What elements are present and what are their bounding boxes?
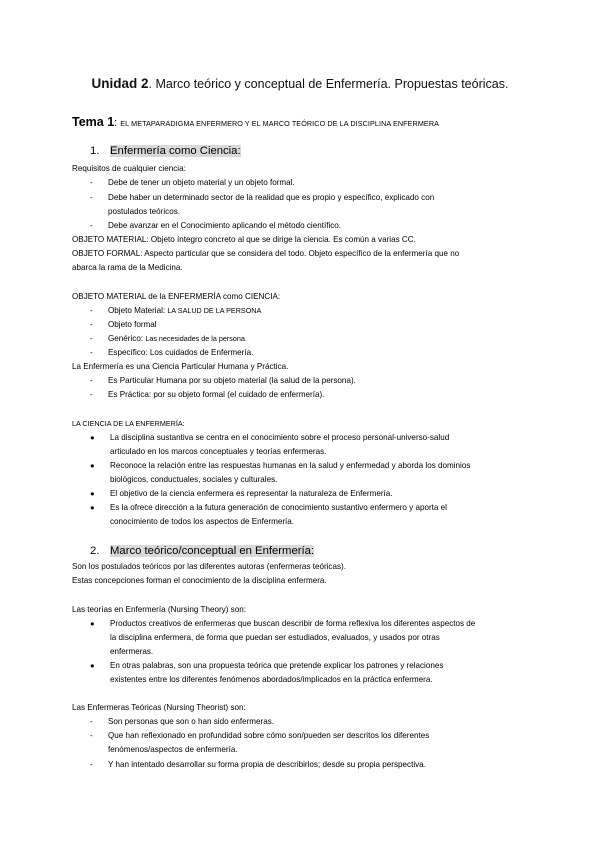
topic-colon: :	[114, 117, 121, 129]
ciencia-enfermeria-label: LA CIENCIA DE LA ENFERMERÍA:	[72, 419, 185, 428]
section-1-heading	[90, 145, 241, 157]
title-unit: Unidad 2	[91, 76, 149, 91]
list-item: Debe de tener un objeto material y un objeto formal.	[108, 178, 295, 187]
item-suffix: LA SALUD DE LA PERSONA	[167, 306, 262, 315]
list-item-continued: existentes entre los diferentes fenómenos abordados/implicados en la práctica enfermera.	[110, 675, 433, 684]
list-item: Que han reflexionado en profundidad sobre cómo son/pueden ser descritos los diferentes	[108, 731, 430, 740]
dash-marker: -	[90, 320, 93, 329]
dash-marker: -	[90, 221, 93, 230]
item-suffix: Los cuidados de Enfermería.	[149, 348, 254, 357]
list-item	[108, 306, 261, 316]
section-2-number: 2.	[90, 545, 100, 557]
list-item-continued: la disciplina enfermera, de forma que puedan ser estudiados, evaluados, y usados por otras	[110, 633, 440, 642]
objeto-enfermeria-label: OBJETO MATERIAL de la ENFERMERÍA como CIENCIA:	[72, 292, 281, 301]
bullet-marker: ●	[90, 503, 95, 512]
section-1-title: Enfermería como Ciencia:	[110, 145, 241, 157]
list-item-continued: enfermeras.	[110, 647, 154, 656]
list-item: Es Práctica: por su objeto formal (el cuidado de enfermería).	[108, 390, 325, 399]
list-item: El objetivo de la ciencia enfermera es representar la naturaleza de Enfermería.	[110, 489, 393, 498]
bullet-marker: ●	[90, 433, 95, 442]
item-prefix: Objeto Material:	[108, 306, 168, 315]
item-prefix: Genérico:	[108, 334, 146, 343]
topic-title: EL METAPARADIGMA ENFERMERO Y EL MARCO TEÓRICO DE LA DISCIPLINA ENFERMERA	[120, 119, 440, 128]
teorias-label: Las teorías en Enfermería (Nursing Theory) son:	[72, 605, 246, 614]
item-prefix: Específico:	[108, 348, 150, 357]
list-item: Productos creativos de enfermeras que buscan describir de forma reflexiva los diferentes aspectos de	[110, 619, 476, 628]
section-2-heading	[90, 545, 314, 557]
dash-marker: -	[90, 390, 93, 399]
list-item: Son personas que son o han sido enfermeras.	[108, 717, 275, 726]
list-item-continued: fenómenos/aspectos de enfermería.	[108, 745, 238, 754]
list-item	[108, 320, 157, 330]
bullet-marker: ●	[90, 619, 95, 628]
list-item-continued: postulados teóricos.	[108, 207, 180, 216]
list-item: Es la ofrece dirección a la futura generación de conocimiento sustantivo enfermero y aporta el	[110, 503, 447, 512]
section-2-title: Marco teórico/conceptual en Enfermería:	[110, 545, 315, 557]
dash-marker: -	[90, 193, 93, 202]
list-item-continued: biológicos, conductuales, sociales y culturales.	[110, 475, 278, 484]
section-2-intro-line: Son los postulados teóricos por las diferentes autoras (enfermeras teóricas).	[72, 562, 346, 571]
bullet-marker: ●	[90, 461, 95, 470]
objeto-formal-definition-continued: abarca la rama de la Medicina.	[72, 263, 183, 272]
dash-marker: -	[90, 334, 93, 343]
objeto-material-definition: OBJETO MATERIAL: Objeto íntegro concreto al que se dirige la ciencia. Es común a varias CC.	[72, 235, 416, 244]
list-item: Debe haber un determinado sector de la realidad que es propio y específico, explicado con	[108, 193, 435, 202]
item-prefix: Objeto formal	[108, 320, 157, 329]
dash-marker: -	[90, 178, 93, 187]
topic-label: Tema 1	[72, 115, 115, 129]
dash-marker: -	[90, 306, 93, 315]
dash-marker: -	[90, 717, 93, 726]
dash-marker: -	[90, 760, 93, 769]
list-item-continued: conocimiento de todos los aspectos de Enfermería.	[110, 517, 295, 526]
bullet-marker: ●	[90, 661, 95, 670]
item-suffix: Las necesidades de la persona.	[145, 334, 247, 343]
topic-heading	[72, 115, 439, 129]
dash-marker: -	[90, 376, 93, 385]
list-item: Es Particular Humana por su objeto material (la salud de la persona).	[108, 376, 356, 385]
list-item: La disciplina sustantiva se centra en el conocimiento sobre el proceso personal-universo-salud	[110, 433, 450, 442]
list-item	[108, 334, 247, 344]
list-item: Y han intentado desarrollar su forma propia de describirlos; desde su propia perspectiva.	[108, 760, 426, 769]
list-item: En otras palabras, son una propuesta teórica que pretende explicar los patrones y relaciones	[110, 661, 444, 670]
list-item: Debe avanzar en el Conocimiento aplicando el método científico.	[108, 221, 342, 230]
dash-marker: -	[90, 731, 93, 740]
section-2-intro-line: Estas concepciones forman el conocimiento de la disciplina enfermera.	[72, 576, 327, 585]
title-rest: . Marco teórico y conceptual de Enfermería. Propuestas teóricas.	[148, 77, 509, 91]
dash-marker: -	[90, 348, 93, 357]
teoricas-label: Las Enfermeras Teóricas (Nursing Theorist) son:	[72, 703, 246, 712]
requisitos-label: Requisitos de cualquier ciencia:	[72, 164, 186, 173]
ciencia-particular-label: La Enfermería es una Ciencia Particular Humana y Práctica.	[72, 362, 289, 371]
list-item: Reconoce la relación entre las respuestas humanas en la salud y enfermedad y aborda los dominios	[110, 461, 471, 470]
bullet-marker: ●	[90, 489, 95, 498]
objeto-formal-definition: OBJETO FORMAL: Aspecto particular que se considera del todo. Objeto específico de la enfermería que no	[72, 249, 460, 258]
list-item-continued: articulado en los marcos conceptuales y teorías enfermeras.	[110, 447, 327, 456]
page-title	[0, 76, 600, 91]
list-item	[108, 348, 253, 358]
section-1-number: 1.	[90, 145, 100, 157]
